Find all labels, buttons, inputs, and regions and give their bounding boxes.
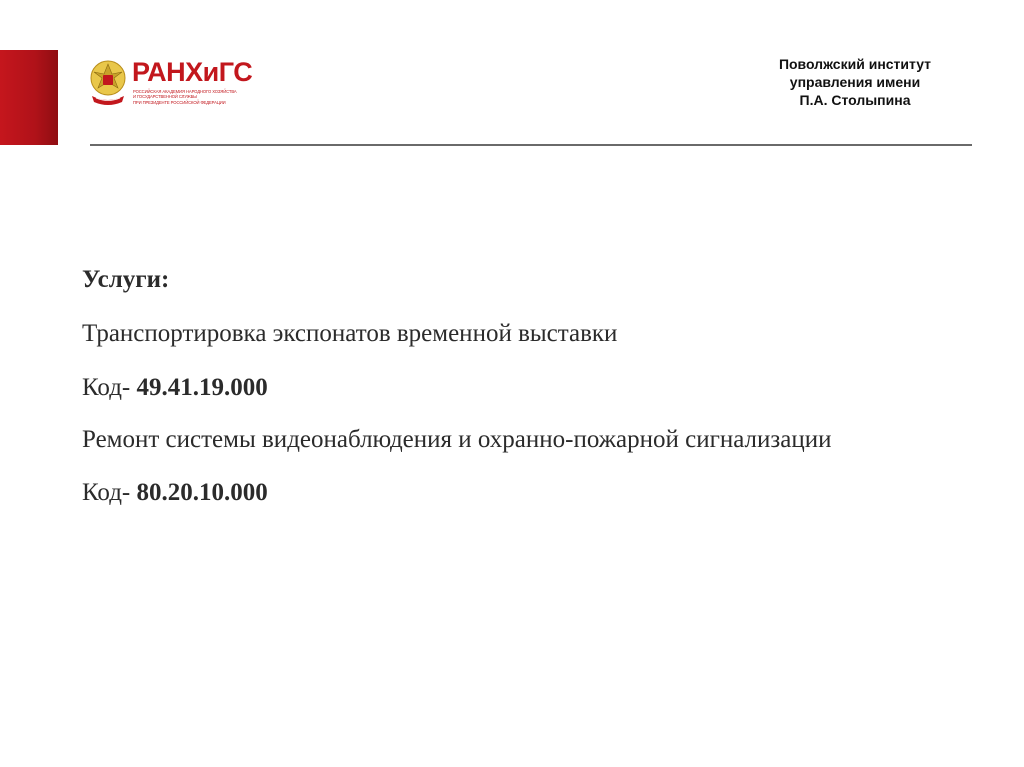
logo-subtitle: РОССИЙСКАЯ АКАДЕМИЯ НАРОДНОГО ХОЗЯЙСТВА И ГОСУДАРСТВЕННОЙ СЛУЖБЫ ПРИ ПРЕЗИДЕНТЕ РОССИЙСКОЙ ФЕДЕРАЦИИ (133, 89, 237, 105)
double-headed-eagle-emblem-icon (88, 58, 128, 108)
institute-name (740, 55, 970, 109)
institute-line: П.А. Столыпина (799, 92, 911, 108)
institute-line: Поволжский институт (778, 56, 932, 72)
services-heading: Услуги: (82, 266, 170, 293)
code-value: 80.20.10.000 (136, 479, 268, 506)
logo-name: РАНХиГС (132, 57, 253, 87)
code-label: Код- (82, 479, 137, 506)
code-label: Код- (82, 374, 137, 401)
ranepa-logo (88, 56, 253, 112)
service-title: Транспортировка экспонатов временной выставки (82, 320, 618, 347)
red-accent-bar (0, 50, 58, 145)
header-divider (90, 144, 972, 146)
service-title: Ремонт системы видеонаблюдения и охранно-пожарной сигнализации (82, 426, 832, 453)
code-value: 49.41.19.000 (136, 374, 268, 401)
service-code (82, 374, 268, 402)
institute-line: управления имени (789, 74, 921, 90)
service-code (82, 479, 268, 507)
